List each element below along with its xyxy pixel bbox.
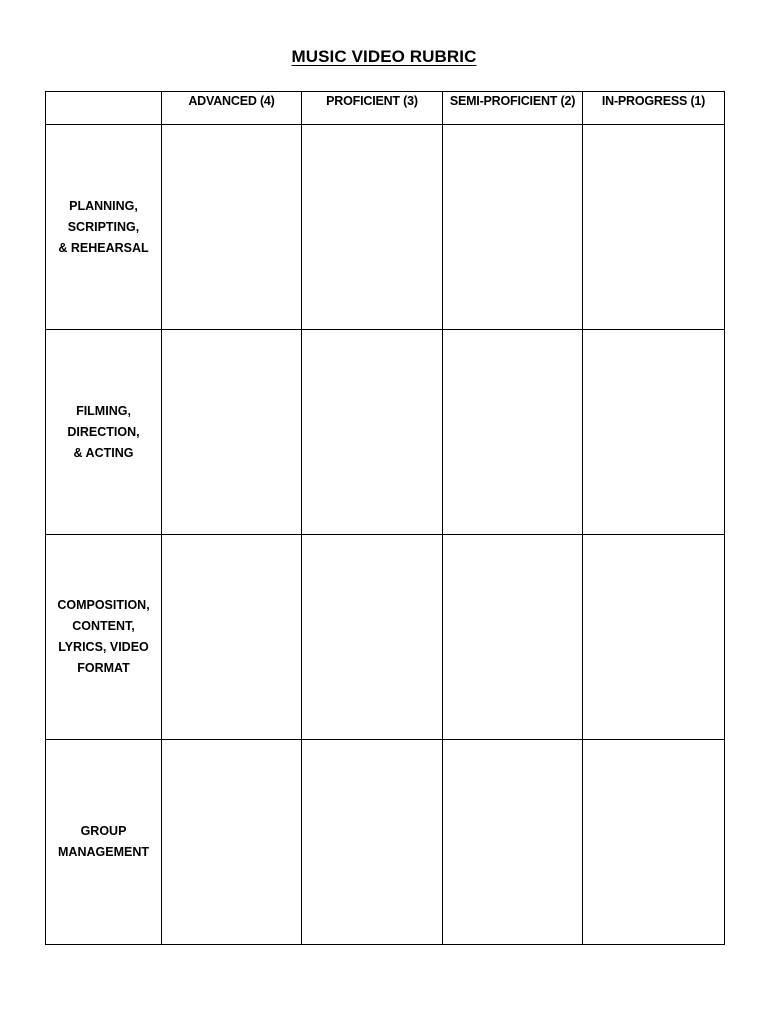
document-title: MUSIC VIDEO RUBRIC: [291, 47, 477, 66]
rubric-cell: [583, 740, 725, 945]
row-label-planning: [46, 125, 162, 330]
row-label-line: SCRIPTING,: [67, 219, 140, 234]
row-label-line: DIRECTION,: [67, 424, 140, 439]
rubric-cell: [302, 535, 443, 740]
rubric-cell: [443, 125, 583, 330]
table-row: [46, 740, 725, 945]
column-header-in-progress: IN-PROGRESS (1): [583, 92, 725, 125]
column-header-advanced: ADVANCED (4): [162, 92, 302, 125]
rubric-cell: [302, 740, 443, 945]
rubric-cell: [302, 330, 443, 535]
row-label-line: GROUP: [80, 824, 127, 838]
row-label-line: & ACTING: [73, 445, 134, 460]
row-label-line: & REHEARSAL: [58, 240, 149, 255]
rubric-cell: [443, 535, 583, 740]
row-label-line: FORMAT: [77, 661, 130, 675]
rubric-cell: [302, 125, 443, 330]
rubric-cell: [443, 330, 583, 535]
rubric-cell: [162, 330, 302, 535]
rubric-cell: [583, 535, 725, 740]
rubric-cell: [583, 125, 725, 330]
row-label-line: LYRICS, VIDEO: [58, 640, 149, 654]
row-label-line: COMPOSITION,: [57, 598, 150, 612]
header-row: [46, 92, 725, 125]
row-label-line: PLANNING,: [69, 198, 138, 213]
row-label-line: FILMING,: [76, 403, 131, 418]
row-label-composition: [46, 535, 162, 740]
corner-cell: [46, 92, 162, 125]
row-label-line: CONTENT,: [72, 619, 135, 633]
row-label-filming: [46, 330, 162, 535]
table-row: [46, 330, 725, 535]
rubric-cell: [162, 535, 302, 740]
rubric-table: [45, 91, 725, 945]
rubric-cell: [162, 740, 302, 945]
rubric-cell: [162, 125, 302, 330]
rubric-cell: [583, 330, 725, 535]
column-header-semi-proficient: SEMI-PROFICIENT (2): [443, 92, 583, 125]
rubric-cell: [443, 740, 583, 945]
row-label-group-management: [46, 740, 162, 945]
table-row: [46, 125, 725, 330]
row-label-line: MANAGEMENT: [58, 845, 149, 859]
table-row: [46, 535, 725, 740]
column-header-proficient: PROFICIENT (3): [302, 92, 443, 125]
